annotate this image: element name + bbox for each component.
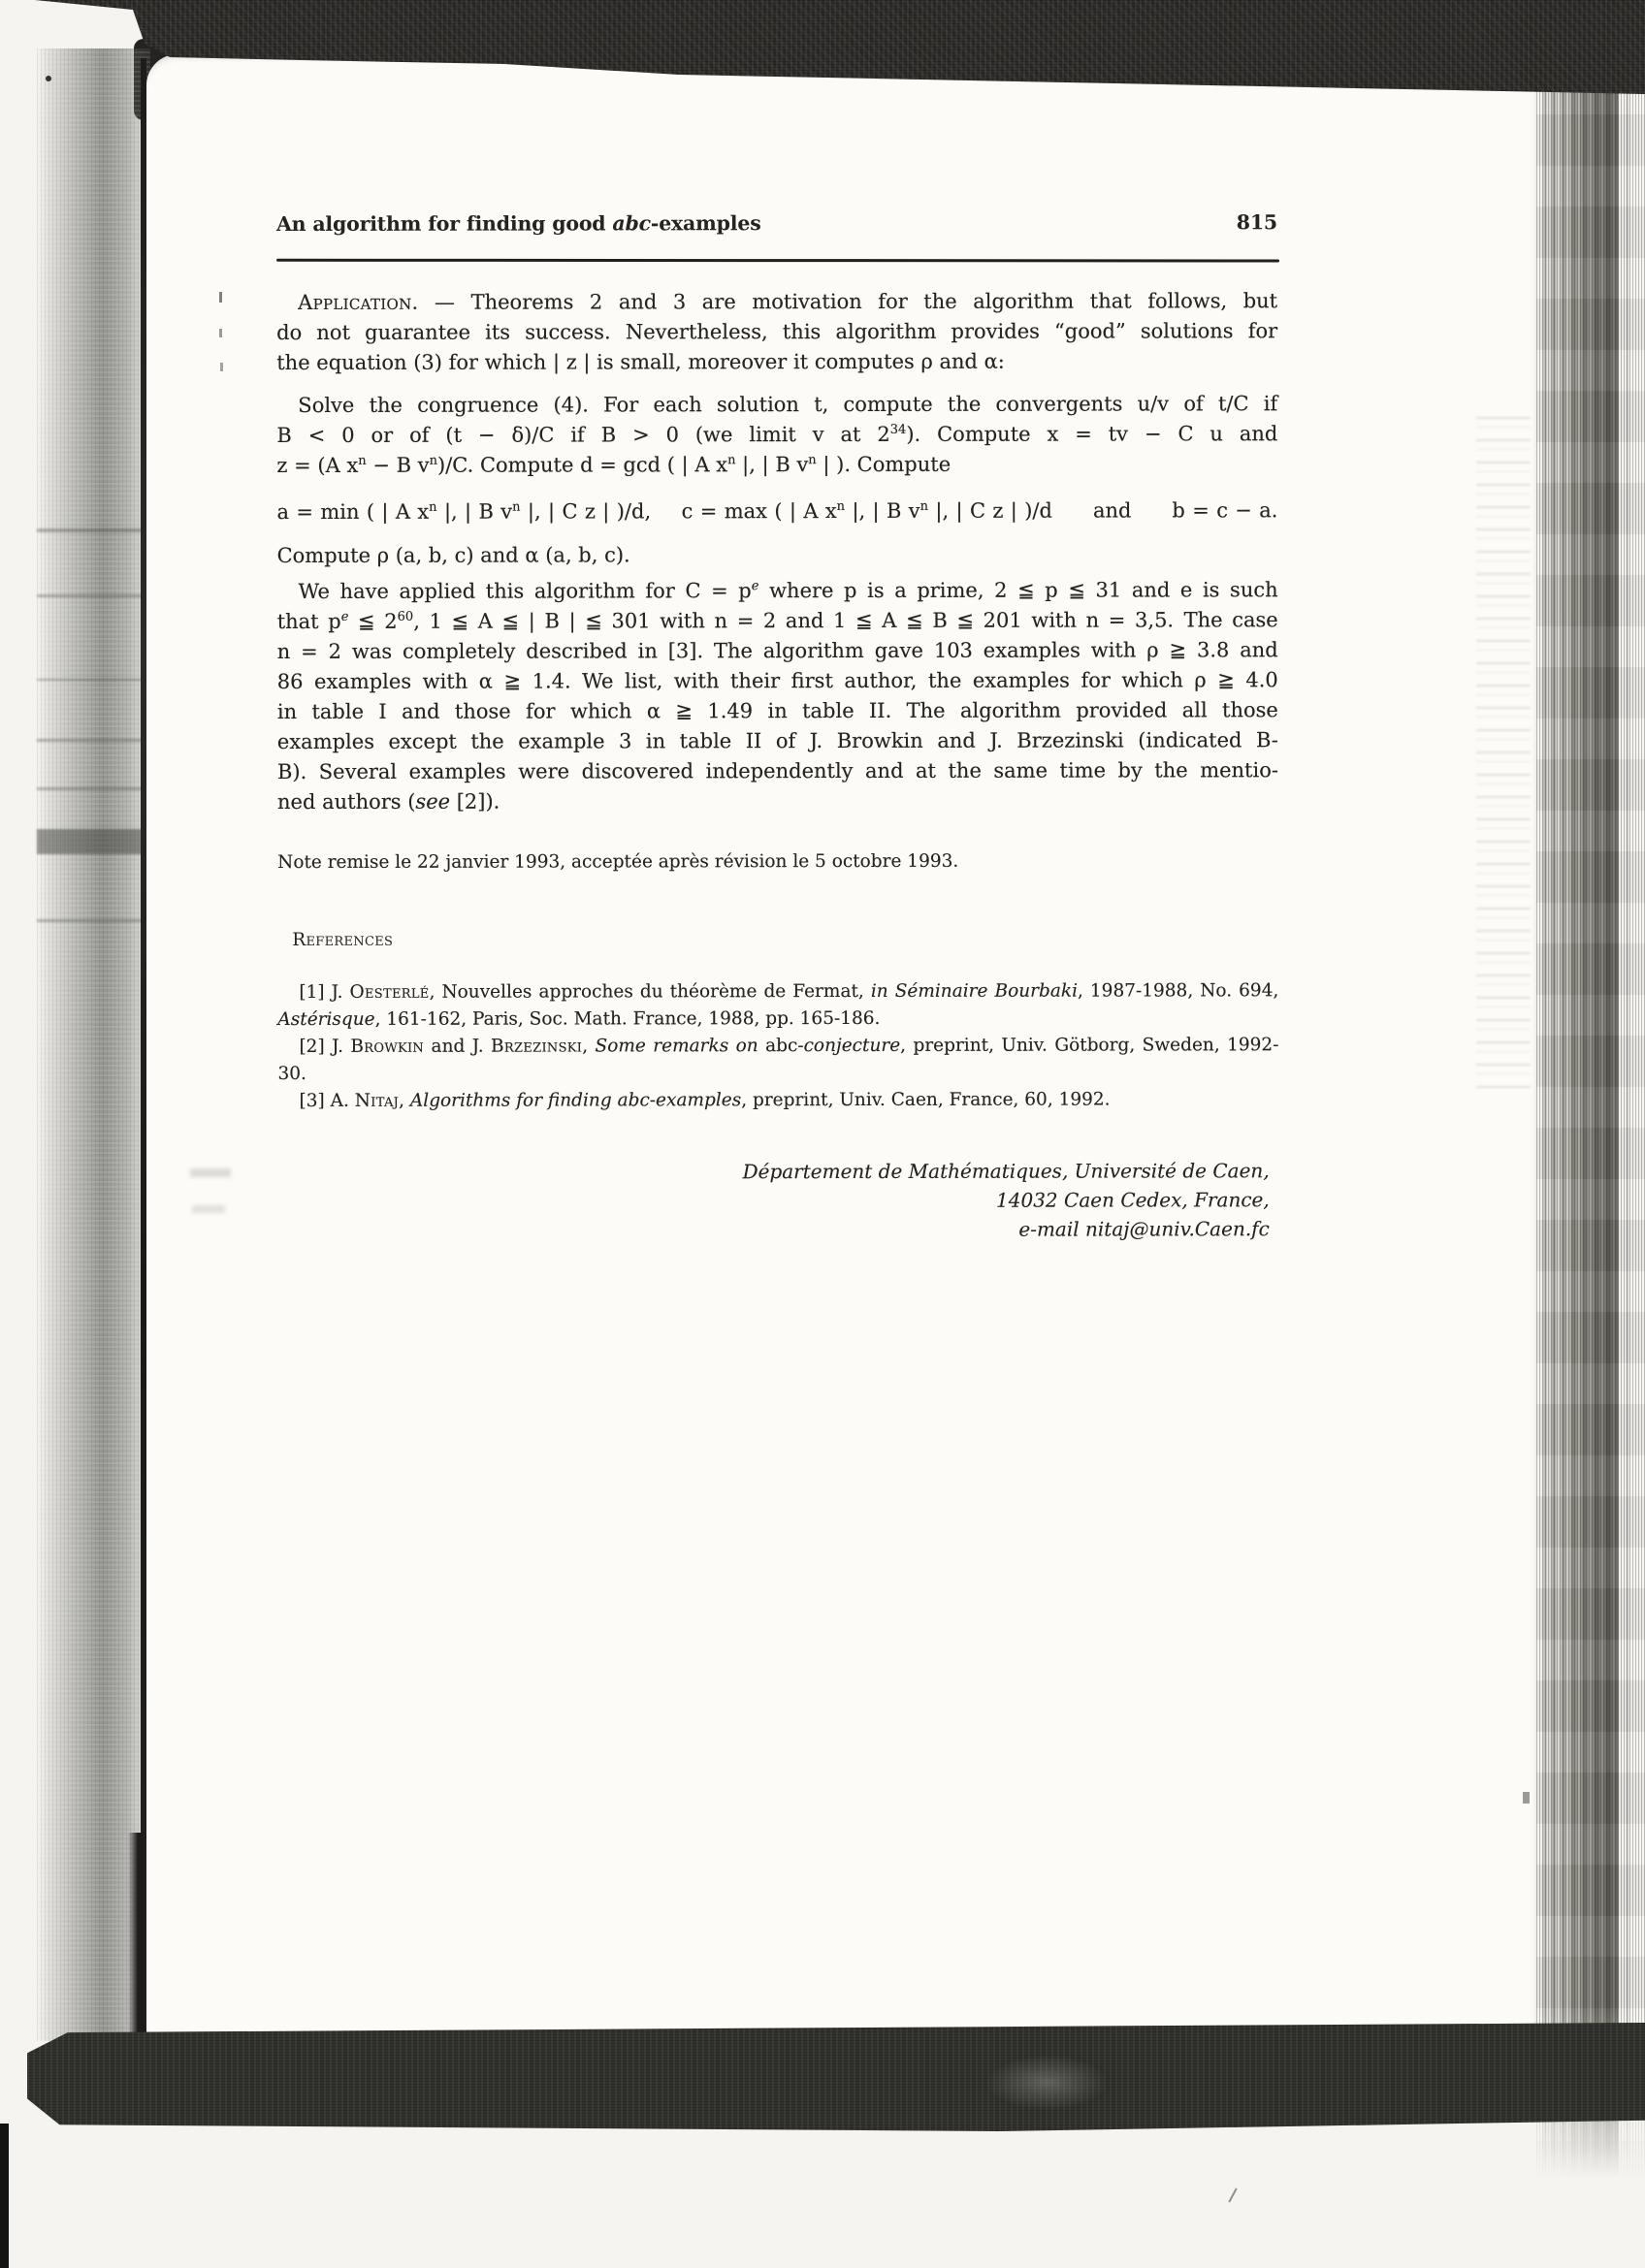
address-line: e-mail nitaj@univ.Caen.fc bbox=[1018, 1217, 1270, 1241]
author-address bbox=[278, 1156, 1279, 1245]
text-line: do not guarantee its success. Nevertheless, this algorithm provides “good” solutions for bbox=[276, 319, 1278, 345]
references-heading: References bbox=[292, 929, 394, 950]
text-line: Application. — Theorems 2 and 3 are motivation for the algorithm that follows, but bbox=[298, 289, 1278, 314]
page-title: An algorithm for finding good abc-examples bbox=[275, 211, 761, 237]
address-line: Département de Mathématiques, Université de Caen, bbox=[742, 1159, 1270, 1184]
text-line: We have applied this algorithm for $C = p^e$ where p is a prime, 2 ≦ p ≦ 31 and e is such bbox=[298, 578, 1278, 603]
references-list bbox=[277, 977, 1278, 1115]
reference-line: [2] J. Browkin and J. Brzezinski, Some remarks on abc-conjecture, preprint, Univ. Götborg, Sweden, 1992- bbox=[299, 1035, 1279, 1057]
page-number: 815 bbox=[1236, 210, 1277, 235]
text-line: z = (A $x^n - B$ $v^n)/C$. Compute d = gcd ( | A $x^n$ |, | B $v^n$ | ). Compute bbox=[276, 452, 952, 478]
reference-line: [3] A. Nitaj, Algorithms for finding abc-examples, preprint, Univ. Caen, France, 60, 1992. bbox=[299, 1089, 1111, 1111]
paragraph-results bbox=[277, 575, 1278, 817]
text-line: n = 2 was completely described in [3]. The algorithm gave 103 examples with ρ ≧ 3.8 and bbox=[276, 638, 1278, 664]
equation-block bbox=[276, 495, 1277, 527]
text-line: the equation (3) for which | z | is small, moreover it computes ρ and α: bbox=[276, 349, 1005, 375]
paragraph-application bbox=[276, 286, 1277, 378]
text-line: that $p^e$ ≦ $2^{60}$, 1 ≦ A ≦ | B | ≦ 301 with n = 2 and 1 ≦ A ≦ B ≦ 201 with n = 3,5. The case bbox=[276, 608, 1278, 634]
text-line: in table I and those for which α ≧ 1.49 in table II. The algorithm provided all those bbox=[276, 698, 1278, 724]
text-line: ned authors (see [2]). bbox=[276, 789, 500, 815]
text-line: 86 examples with α ≧ 1.4. We list, with their first author, the examples for which ρ ≧ 4.0 bbox=[276, 668, 1278, 694]
text-line: Compute ρ (a, b, c) and α (a, b, c). bbox=[276, 543, 630, 568]
compute-block bbox=[277, 539, 1278, 571]
text-line: B < 0 or of (t − δ)/C if B > 0 (we limit v at $2^{34}$). Compute x = tv − C u and bbox=[276, 422, 1278, 448]
reference-line: 30. bbox=[277, 1063, 306, 1085]
text-line: examples except the example 3 in table II of J. Browkin and J. Brzezinski (indicated B- bbox=[276, 728, 1278, 754]
reference-line: Astérisque, 161-162, Paris, Soc. Math. France, 1988, pp. 165-186. bbox=[277, 1007, 881, 1031]
text-line: B). Several examples were discovered independently and at the same time by the mentio- bbox=[276, 758, 1278, 784]
submission-note: Note remise le 22 janvier 1993, acceptée après révision le 5 octobre 1993. bbox=[277, 850, 959, 874]
reference-line: [1] J. Oesterlé, Nouvelles approches du théorème de Fermat, in Séminaire Bourbaki, 1987-1988, No. 694, bbox=[299, 980, 1279, 1003]
paragraph-solve bbox=[276, 389, 1277, 481]
address-line: 14032 Caen Cedex, France, bbox=[996, 1188, 1270, 1212]
equation-line: a = min ( | A $x^n$ |, | B $v^n$ |, | C z | )/d, c = max ( | A $x^n$ |, | B $v^n$ |, | C z | )/d and b = c − a. bbox=[276, 498, 1278, 525]
text-line: Solve the congruence (4). For each solution t, compute the convergents u/v of t/C if bbox=[298, 392, 1278, 417]
page-content bbox=[276, 0, 1279, 1245]
